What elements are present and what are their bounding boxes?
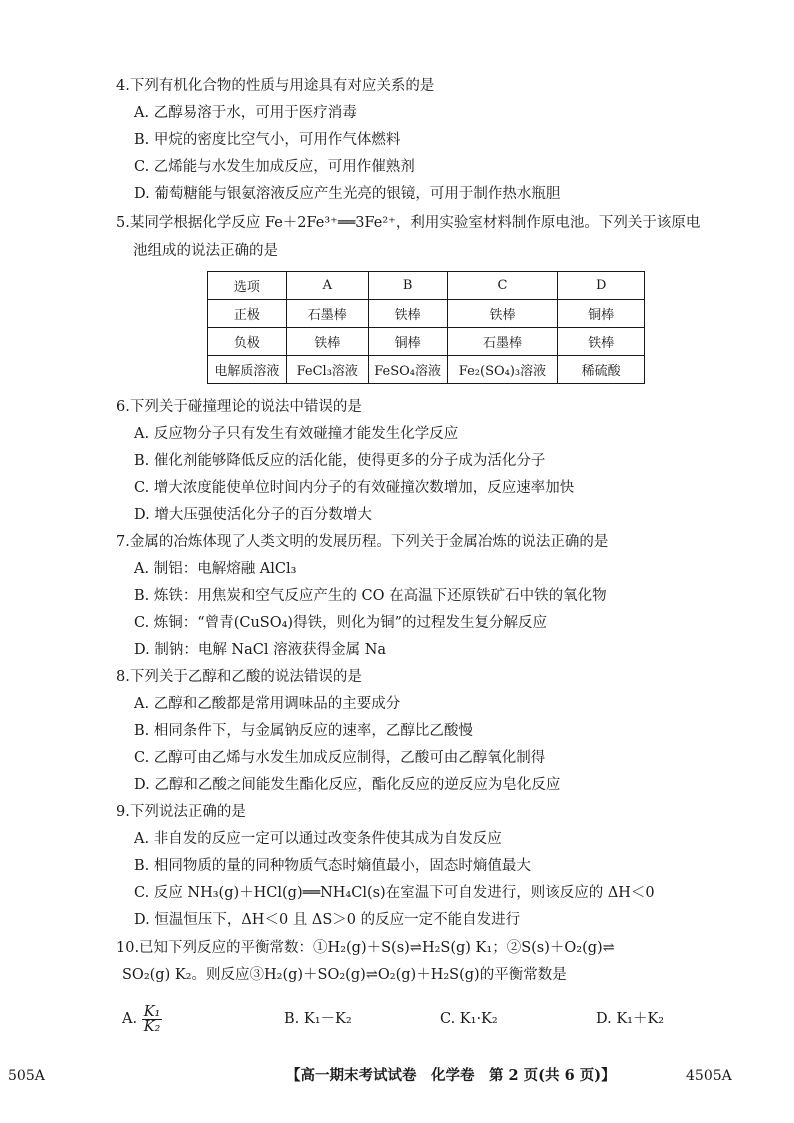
table-row (208, 328, 645, 356)
table-cell: D (558, 272, 645, 300)
question-10-options (122, 1002, 762, 1036)
question-9-option-d: D. 恒温恒压下，ΔH＜0 且 ΔS＞0 的反应一定不能自发进行 (134, 912, 521, 928)
fraction-denominator: K₂ (143, 1018, 161, 1035)
footer-right-code: 4505A (686, 1068, 732, 1084)
question-9-option-a: A. 非自发的反应一定可以通过改变条件使其成为自发反应 (134, 831, 502, 847)
table-cell: FeSO₄溶液 (368, 356, 447, 384)
question-4-option-c: C. 乙烯能与水发生加成反应，可用作催熟剂 (134, 159, 415, 175)
question-6-option-a: A. 反应物分子只有发生有效碰撞才能发生化学反应 (134, 426, 459, 442)
table-row (208, 356, 645, 384)
question-6-stem: 6.下列关于碰撞理论的说法中错误的是 (116, 399, 362, 415)
option-a-label: A. (122, 1011, 138, 1027)
question-10-option-a (122, 1002, 162, 1036)
question-6-option-b: B. 催化剂能够降低反应的活化能，使得更多的分子成为活化分子 (134, 453, 546, 469)
question-9-option-b: B. 相同物质的量的同种物质气态时熵值最小，固态时熵值最大 (134, 858, 531, 874)
table-cell: 铜棒 (368, 328, 447, 356)
table-cell: 石墨棒 (447, 328, 558, 356)
question-7-stem: 7.金属的冶炼体现了人类文明的发展历程。下列关于金属冶炼的说法正确的是 (116, 534, 609, 550)
question-4-option-d: D. 葡萄糖能与银氨溶液反应产生光亮的银镜，可用于制作热水瓶胆 (134, 186, 561, 202)
table-cell: 选项 (208, 272, 287, 300)
question-8-option-c: C. 乙醇可由乙烯与水发生加成反应制得，乙酸可由乙醇氧化制得 (134, 750, 546, 766)
table-cell: 稀硫酸 (558, 356, 645, 384)
question-7-option-c: C. 炼铜：“曾青(CuSO₄)得铁，则化为铜”的过程发生复分解反应 (134, 615, 548, 631)
question-5-stem-continued: 池组成的说法正确的是 (133, 243, 278, 259)
table-cell: 正极 (208, 300, 287, 328)
question-6-option-d: D. 增大压强使活化分子的百分数增大 (134, 507, 372, 523)
question-10-option-c: C. K₁·K₂ (440, 1011, 498, 1027)
table-cell: B (368, 272, 447, 300)
question-8-option-a: A. 乙醇和乙酸都是常用调味品的主要成分 (134, 696, 401, 712)
table-cell: 铜棒 (558, 300, 645, 328)
question-10-option-d: D. K₁＋K₂ (596, 1011, 665, 1027)
question-7-option-a: A. 制铝：电解熔融 AlCl₃ (134, 561, 297, 577)
table-cell: 铁棒 (447, 300, 558, 328)
question-4-option-a: A. 乙醇易溶于水，可用于医疗消毒 (134, 105, 357, 121)
table-cell: A (286, 272, 368, 300)
question-4-stem: 4.下列有机化合物的性质与用途具有对应关系的是 (116, 78, 435, 94)
table-cell: 铁棒 (368, 300, 447, 328)
question-5-stem: 5.某同学根据化学反应 Fe＋2Fe³⁺══3Fe²⁺，利用实验室材料制作原电池。下列关于该原电 (116, 215, 701, 231)
question-6-option-c: C. 增大浓度能使单位时间内分子的有效碰撞次数增加，反应速率加快 (134, 480, 575, 496)
table-row (208, 300, 645, 328)
question-8-option-d: D. 乙醇和乙酸之间能发生酯化反应，酯化反应的逆反应为皂化反应 (134, 777, 561, 793)
question-4-option-b: B. 甲烷的密度比空气小，可用作气体燃料 (134, 132, 401, 148)
table-cell: 铁棒 (558, 328, 645, 356)
question-7-option-b: B. 炼铁：用焦炭和空气反应产生的 CO 在高温下还原铁矿石中铁的氧化物 (134, 588, 607, 604)
table-cell: C (447, 272, 558, 300)
table-cell: 铁棒 (286, 328, 368, 356)
table-cell: 电解质溶液 (208, 356, 287, 384)
question-8-option-b: B. 相同条件下，与金属钠反应的速率，乙醇比乙酸慢 (134, 723, 473, 739)
question-7-option-d: D. 制钠：电解 NaCl 溶液获得金属 Na (134, 642, 387, 658)
option-a-fraction (142, 1005, 163, 1034)
question-9-stem: 9.下列说法正确的是 (116, 804, 246, 820)
table-cell: Fe₂(SO₄)₃溶液 (447, 356, 558, 384)
table-header-row (208, 272, 645, 300)
fraction-numerator: K₁ (143, 1003, 161, 1020)
question-10-option-b: B. K₁－K₂ (284, 1011, 352, 1027)
table-cell: FeCl₃溶液 (286, 356, 368, 384)
question-5-options-table (207, 271, 645, 384)
footer-left-code: 505A (8, 1068, 45, 1084)
table-cell: 石墨棒 (286, 300, 368, 328)
question-10-stem: 10.已知下列反应的平衡常数：①H₂(g)＋S(s)⇌H₂S(g) K₁；②S(s)＋O₂(g)⇌ (116, 940, 615, 956)
question-9-option-c: C. 反应 NH₃(g)＋HCl(g)══NH₄Cl(s)在室温下可自发进行，则该反应的 ΔH＜0 (134, 885, 655, 901)
footer-page-info: 【高一期末考试试卷 化学卷 第 2 页(共 6 页)】 (286, 1067, 616, 1084)
question-10-stem-continued: SO₂(g) K₂。则反应③H₂(g)＋SO₂(g)⇌O₂(g)＋H₂S(g)的平衡常数是 (122, 967, 567, 983)
table-cell: 负极 (208, 328, 287, 356)
question-8-stem: 8.下列关于乙醇和乙酸的说法错误的是 (116, 669, 362, 685)
